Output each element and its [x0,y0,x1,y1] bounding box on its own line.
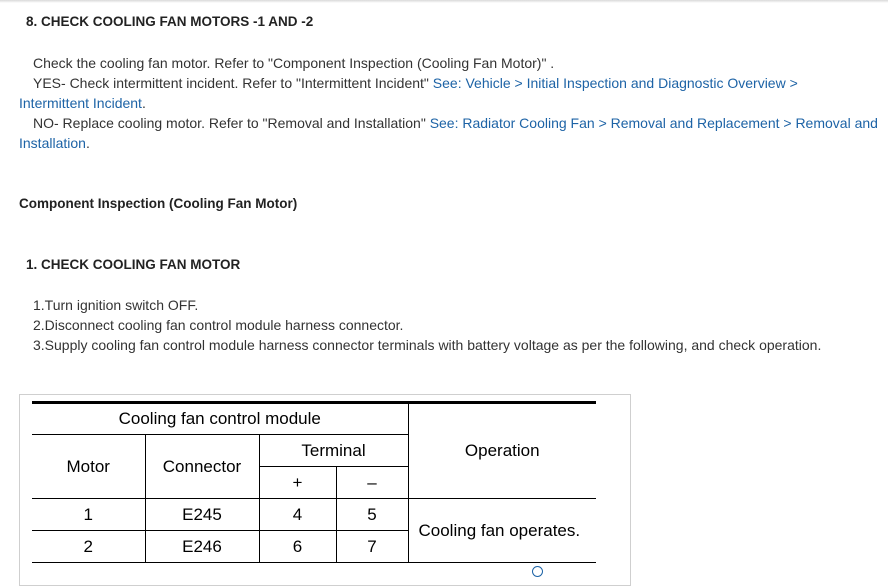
component-inspection-title: Component Inspection (Cooling Fan Motor) [19,196,298,211]
removal-installation-link[interactable]: See: Radiator Cooling Fan > Removal and Replacement > Removal and Installation [19,115,878,151]
table-row [32,499,596,531]
intermittent-incident-link[interactable]: See: Vehicle > Initial Inspection and Diagnostic Overview > Intermittent Incident [19,75,798,111]
connector-header: Connector [145,435,259,499]
step-heading: 1. CHECK COOLING FAN MOTOR [26,257,241,272]
motor-cell: 1 [32,499,145,531]
terminal-plus-header: + [259,467,336,499]
terminal-plus-cell: 6 [259,531,336,563]
operation-result-cell: Cooling fan operates. [408,499,596,563]
terminal-header: Terminal [259,435,408,467]
operation-header: Operation [408,403,596,499]
motor-header: Motor [32,435,145,499]
step-1: 1.Turn ignition switch OFF. [33,297,199,313]
no-paragraph: NO- Replace cooling motor. Refer to "Removal and Installation" See: Radiator Cooling Fan > Removal and Replacement > Removal and Installation. [19,115,878,151]
group-header: Cooling fan control module [32,403,408,435]
top-divider [0,0,888,3]
inspection-table-figure [19,394,631,586]
motor-cell: 2 [32,531,145,563]
section-heading: 8. CHECK COOLING FAN MOTORS -1 AND -2 [26,14,314,29]
yes-text: YES- Check intermittent incident. Refer to "Intermittent Incident" [33,75,433,91]
inspection-table [32,401,596,563]
yes-paragraph: YES- Check intermittent incident. Refer to "Intermittent Incident" See: Vehicle > Initial Inspection and Diagnostic Overview > Intermittent Incident. [19,75,798,111]
no-text: NO- Replace cooling motor. Refer to "Removal and Installation" [33,115,430,131]
terminal-minus-cell: 5 [336,499,408,531]
connector-cell: E245 [145,499,259,531]
terminal-minus-header: – [336,467,408,499]
step-2: 2.Disconnect cooling fan control module harness connector. [33,317,404,333]
terminal-minus-cell: 7 [336,531,408,563]
connector-cell: E246 [145,531,259,563]
check-paragraph: Check the cooling fan motor. Refer to "Component Inspection (Cooling Fan Motor)" . [33,55,555,71]
step-3: 3.Supply cooling fan control module harness connector terminals with battery voltage as per the following, and check operation. [33,337,822,353]
terminal-plus-cell: 4 [259,499,336,531]
